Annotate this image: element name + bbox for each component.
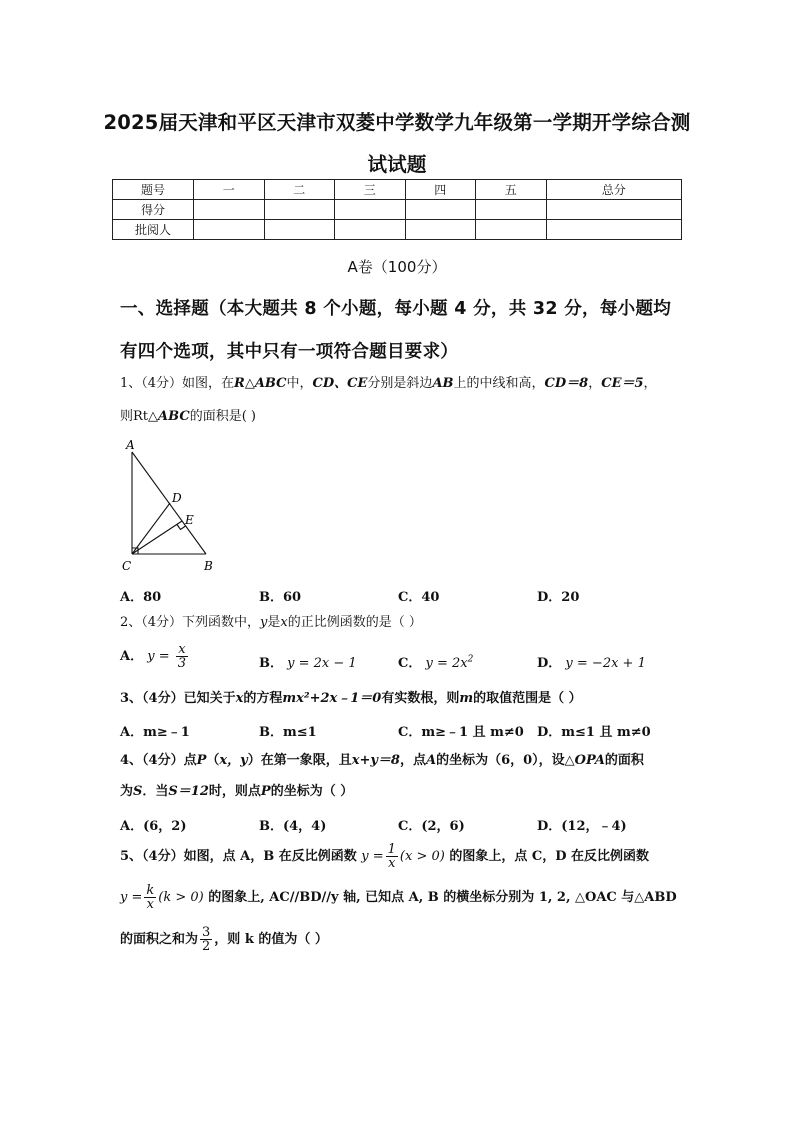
header-cell: 题号 [113, 180, 194, 200]
q4-option-a[interactable]: A．(6，2) [120, 819, 187, 834]
numerator: k [146, 883, 155, 898]
question-1-line-1 [120, 375, 657, 393]
option-label: C． [398, 656, 422, 671]
score-cell[interactable] [194, 200, 265, 220]
option-label: D． [537, 656, 562, 671]
grader-cell[interactable] [264, 220, 335, 240]
row-label: 得分 [113, 200, 194, 220]
label-b: B [204, 559, 213, 573]
question-5-line-3 [120, 926, 328, 953]
text: ， [588, 376, 602, 391]
part-a-heading: A卷（100分） [347, 258, 447, 276]
math: x，y [219, 753, 248, 768]
text: 的正比例函数的是（ ） [287, 615, 422, 630]
text: 2、（4分）下列函数中， [120, 615, 261, 630]
math: m [459, 691, 474, 706]
q2-option-a[interactable] [120, 643, 190, 670]
math: AB [432, 376, 454, 391]
q4-option-d[interactable]: D．(12，﹣4) [537, 819, 627, 834]
text: 是 [267, 615, 281, 630]
text: 1、（4分）如图，在 [120, 376, 235, 391]
score-table [112, 179, 682, 240]
header-cell: 一 [194, 180, 265, 200]
denominator: x [388, 856, 396, 871]
option-label: A． [120, 649, 144, 664]
text: 上的中线和高， [453, 376, 545, 391]
math: OPA [574, 753, 605, 768]
header-cell: 三 [335, 180, 406, 200]
superscript: 2 [467, 654, 474, 665]
q1-option-c[interactable]: C．40 [398, 590, 440, 605]
q3-option-c[interactable]: C．m≥﹣1 且 m≠0 [398, 725, 524, 740]
text: 分别是斜边 [367, 376, 433, 391]
text: 的图象上，点 C，D 在反比例函数 [449, 849, 650, 864]
text: 的面积之和为 [120, 932, 199, 947]
math: (x > 0) [399, 849, 445, 864]
fraction [200, 926, 212, 953]
text: 的坐标为（6，0），设△ [436, 753, 575, 768]
grader-cell[interactable] [546, 220, 682, 240]
numerator: x [176, 643, 188, 657]
math: P [260, 784, 271, 799]
q3-option-d[interactable]: D．m≤1 且 m≠0 [537, 725, 651, 740]
q2-option-c[interactable] [398, 652, 473, 671]
q4-option-c[interactable]: C．(2，6) [398, 819, 465, 834]
text: 的面积是( ) [189, 409, 256, 424]
text: 的方程 [243, 691, 283, 706]
math: CE＝5 [601, 376, 644, 391]
math: CD、CE [312, 376, 368, 391]
q1-option-a[interactable]: A．80 [120, 590, 162, 605]
math: x+y＝8 [351, 753, 400, 768]
question-5-line-1 [120, 843, 649, 870]
altitude-ce [132, 521, 182, 554]
math: ABC [158, 409, 190, 424]
grader-row [113, 220, 682, 240]
q3-option-b[interactable]: B．m≤1 [259, 725, 317, 740]
grader-cell[interactable] [194, 220, 265, 240]
fraction [386, 843, 398, 870]
score-cell[interactable] [476, 200, 547, 220]
text: 的坐标为（ ） [270, 784, 354, 799]
math: S＝12 [168, 784, 209, 799]
text: 则Rt△ [120, 409, 159, 424]
header-cell: 四 [405, 180, 476, 200]
text: 的图象上, AC//BD//y 轴, 已知点 A, B 的横坐标分别为 1, 2, △OAC 与△ABD [208, 890, 677, 905]
numerator: 3 [202, 925, 211, 940]
math: mx²+2x﹣1＝0 [282, 691, 382, 706]
text: 5、（4分）如图，点 A，B 在反比例函数 [120, 849, 357, 864]
q1-option-d[interactable]: D．20 [537, 590, 580, 605]
q2-option-d[interactable] [537, 652, 646, 671]
question-3 [120, 690, 582, 708]
text: ，则 k 的值为（ ） [214, 932, 328, 947]
header-cell: 二 [264, 180, 335, 200]
math: y [260, 615, 268, 630]
math: R△ABC [234, 376, 287, 391]
question-2 [120, 614, 422, 632]
score-cell[interactable] [335, 200, 406, 220]
score-table-header-row [113, 180, 682, 200]
text: ．当 [142, 784, 169, 799]
text: 中， [286, 376, 313, 391]
text: （ [206, 753, 220, 768]
math: P [196, 753, 207, 768]
text: 的面积 [604, 753, 644, 768]
math: y = [147, 649, 170, 664]
question-1-line-2 [120, 408, 256, 426]
score-row [113, 200, 682, 220]
median-cd [132, 503, 170, 554]
text: 4、（4分）点 [120, 753, 197, 768]
grader-cell[interactable] [405, 220, 476, 240]
text: ）在第一象限，且 [247, 753, 352, 768]
header-cell: 总分 [546, 180, 682, 200]
math: x [235, 691, 244, 706]
triangle-figure [118, 436, 224, 576]
score-cell[interactable] [405, 200, 476, 220]
fraction [144, 884, 156, 911]
math: y = 2x − 1 [287, 656, 357, 671]
question-4-line-1 [120, 752, 644, 770]
math: y = [120, 890, 143, 905]
q4-option-b[interactable]: B．(4，4) [259, 819, 327, 834]
question-4-line-2 [120, 783, 353, 801]
text: 有实数根，则 [381, 691, 460, 706]
title-line-1: 2025届天津和平区天津市双菱中学数学九年级第一学期开学综合测 [103, 111, 691, 134]
section-1-heading-line-1: 一、选择题（本大题共 8 个小题，每小题 4 分，共 32 分，每小题均 [120, 299, 672, 319]
fraction [176, 643, 188, 670]
grader-cell[interactable] [476, 220, 547, 240]
q3-option-a[interactable]: A．m≥﹣1 [120, 725, 190, 740]
question-5-line-2 [120, 884, 677, 911]
text: 时，则点 [208, 784, 261, 799]
math: CD＝8 [544, 376, 589, 391]
math: y = −2x + 1 [565, 656, 646, 671]
score-cell[interactable] [264, 200, 335, 220]
text: 的取值范围是（ ） [473, 691, 582, 706]
math: x [280, 615, 288, 630]
denominator: x [146, 897, 154, 912]
text: ，点 [399, 753, 426, 768]
label-d: D [172, 491, 182, 505]
math: A [425, 753, 437, 768]
denominator: 2 [202, 939, 211, 954]
q1-option-b[interactable]: B．60 [259, 590, 302, 605]
text: 为 [120, 784, 134, 799]
math: y = 2x [425, 656, 468, 671]
numerator: 1 [387, 842, 396, 857]
row-label: 批阅人 [113, 220, 194, 240]
section-1-heading-line-2: 有四个选项，其中只有一项符合题目要求） [120, 342, 459, 362]
grader-cell[interactable] [335, 220, 406, 240]
label-c: C [122, 559, 132, 573]
label-e: E [185, 513, 194, 527]
score-cell[interactable] [546, 200, 682, 220]
q2-option-b[interactable] [259, 652, 357, 671]
math: y = [361, 849, 384, 864]
label-a: A [126, 438, 135, 452]
math: (k > 0) [158, 890, 204, 905]
denominator: 3 [177, 656, 187, 671]
option-label: B． [259, 656, 283, 671]
header-cell: 五 [476, 180, 547, 200]
title-line-2: 试试题 [367, 153, 427, 176]
text: 3、（4分）已知关于 [120, 691, 236, 706]
text: ， [643, 376, 657, 391]
math: S [133, 784, 143, 799]
